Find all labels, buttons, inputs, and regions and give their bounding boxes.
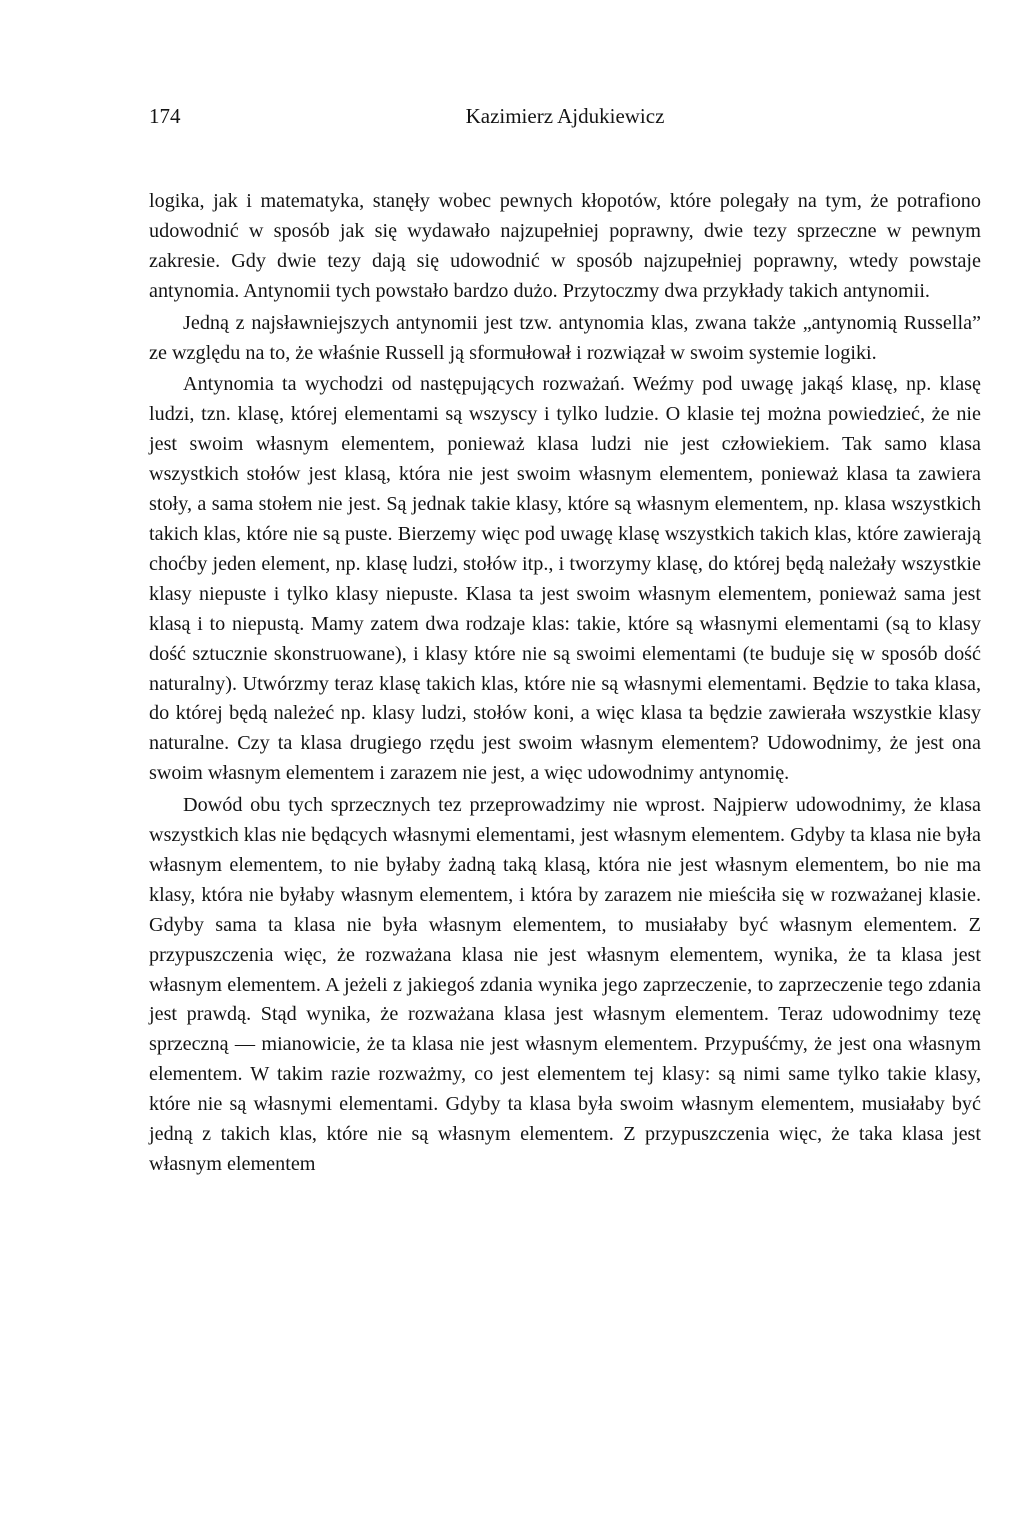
body-text [149,187,981,1180]
running-head-author: Kazimierz Ajdukiewicz [465,104,665,128]
page-number: 174 [149,104,181,128]
paragraph: Dowód obu tych sprzecznych tez przeprowadzimy nie wprost. Najpierw udowodnimy, że klasa wszystkich klas nie będących własnymi elementami, jest własnym elementem. Gdyby ta klasa nie była własnym elementem, to nie byłaby żadną taką klasą, która nie jest własnym elementem, bo nie ma klasy, która nie byłaby własnym elementem, i która by zarazem nie mieściła się w rozważanej klasie. Gdyby sama ta klasa nie była własnym elementem, to musiałaby być własnym elementem. Z przypuszczenia więc, że rozważana klasa nie jest własnym elementem, wynika, że ta klasa jest własnym elementem. A jeżeli z jakiegoś zdania wynika jego zaprzeczenie, to zaprzeczenie tego zdania jest prawdą. Stąd wynika, że rozważana klasa jest własnym elementem. Teraz udowodnimy tezę sprzeczną — mianowicie, że ta klasa nie jest własnym elementem. Przypuśćmy, że jest ona własnym elementem. W takim razie rozważmy, co jest elementem tej klasy: są nimi same tylko takie klasy, które nie są własnymi elementami. Gdyby ta klasa była swoim własnym elementem, musiałaby być jedną z takich klas, które nie są własnym elementem. Z przypuszczenia więc, że taka klasa jest własnym elementem [149,794,981,1175]
paragraph: Jedną z najsławniejszych antynomii jest tzw. antynomia klas, zwana także „antynomią Russella” ze względu na to, że właśnie Russell ją sformułował i rozwiązał w swoim systemie logiki. [149,311,981,364]
running-head [149,101,981,131]
paragraph-continuation: logika, jak i matematyka, stanęły wobec pewnych kłopotów, które polegały na tym, że potrafiono udowodnić w sposób jak się wydawało najzupełniej poprawny, dwie tezy sprzeczne w pewnym zakresie. Gdy dwie tezy dają się udowodnić w sposób najzupełniej poprawny, wtedy powstaje antynomia. Antynomii tych powstało bardzo dużo. Przytoczmy dwa przykłady takich antynomii. [149,190,981,302]
paragraph: Antynomia ta wychodzi od następujących rozważań. Weźmy pod uwagę jakąś klasę, np. klasę ludzi, tzn. klasę, której elementami są wszyscy i tylko ludzie. O klasie tej można powiedzieć, że nie jest swoim własnym elementem, ponieważ klasa ludzi nie jest człowiekiem. Tak samo klasa wszystkich stołów jest klasą, która nie jest swoim własnym elementem, ponieważ klasa ta zawiera stoły, a sama stołem nie jest. Są jednak takie klasy, które są własnym elementem, np. klasa wszystkich takich klas, które nie są puste. Bierzemy więc pod uwagę klasę wszystkich takich klas, które zawierają choćby jeden element, np. klasę ludzi, stołów itp., i tworzymy klasę, do której będą należały wszystkie klasy niepuste i tylko klasy niepuste. Klasa ta jest swoim własnym elementem, ponieważ sama jest klasą i to niepustą. Mamy zatem dwa rodzaje klas: takie, które są własnymi elementami (są to klasy dość sztucznie skonstruowane), i klasy które nie są swoimi elementami (te buduje się w sposób dość naturalny). Utwórzmy teraz klasę takich klas, które nie są własnymi elementami. Będzie to taka klasa, do której będą należeć np. klasy ludzi, stołów koni, a więc klasa ta będzie zawierała wszystkie klasy naturalne. Czy ta klasa drugiego rzędu jest swoim własnym elementem? Udowodnimy, że jest ona swoim własnym elementem i zarazem nie jest, a więc udowodnimy antynomię. [149,373,981,785]
